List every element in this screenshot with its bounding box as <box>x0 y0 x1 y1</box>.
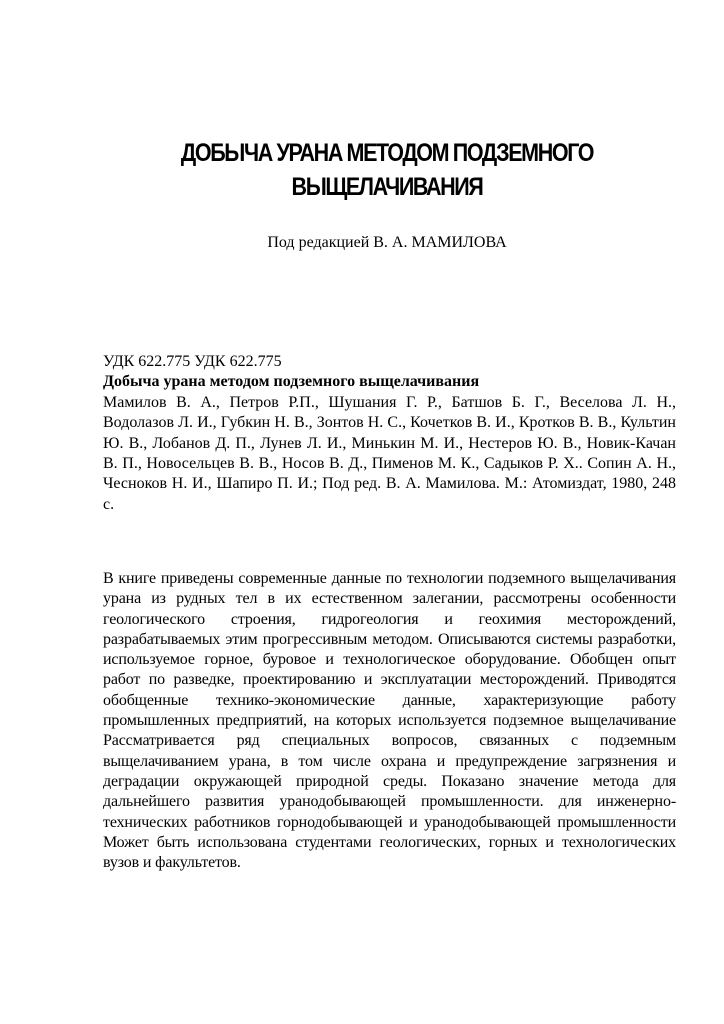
abstract-paragraph: В книге приведены современные данные по технологии подземного выщелачивания урана из рудных тел в их естественном залегании, рассмотрены особенности геологического строения, гидрогеология и геохимия месторождений, разрабатываемых этим прогрессивным методом. Описываются системы разработки, используемое горное, буровое и технологическое оборудование. Обобщен опыт работ по разведке, проектированию и эксплуатации месторождений. Приводятся обобщенные технико-экономические данные, характеризующие работу промышленных предприятий, на которых используется подземное выщелачивание Рассматривается ряд специальных вопросов, связанных с подземным выщелачиванием урана, в том числе охрана и предупреждение загрязнения и деградации окружающей природной среды. Показано значение метода для дальнейшего развития уранодобывающей промышленности. для инженерно-технических работников горнодобывающей и уранодобывающей промышленности Может быть использована студентами геологических, горных и технологических вузов и факультетов. <box>103 570 676 872</box>
book-title: Добыча урана методом подземного выщелачивания <box>103 373 480 391</box>
udc-code: УДК 622.775 УДК 622.775 <box>103 353 282 370</box>
document-title-line-1: ДОБЫЧА УРАНА МЕТОДОМ ПОДЗЕМНОГО <box>180 139 594 167</box>
document-title <box>140 136 634 204</box>
editor-line: Под редакцией В. А. МАМИЛОВА <box>267 234 507 251</box>
authors-and-publication: Мамилов В. А., Петров Р.П., Шушания Г. Р., Батшов Б. Г., Веселова Л. Н., Водолазов Л. И., Губкин Н. В., Зонтов Н. С., Кочетков В. И., Кротков В. В., Культин Ю. В., Лобанов Д. П., Лунев Л. И., Минькин М. И., Нестеров Ю. В., Новик-Качан В. П., Новосельцев В. В., Носов В. Д., Пименов М. К., Садыков Р. Х.. Сопин А. Н., Чесноков Н. И., Шапиро П. И.; Под ред. В. А. Мамилова. М.: Атомиздат, 1980, 248 с. <box>103 393 676 513</box>
document-title-line-2: ВЫЩЕЛАЧИВАНИЯ <box>291 173 483 201</box>
bibliographic-record <box>103 352 676 515</box>
